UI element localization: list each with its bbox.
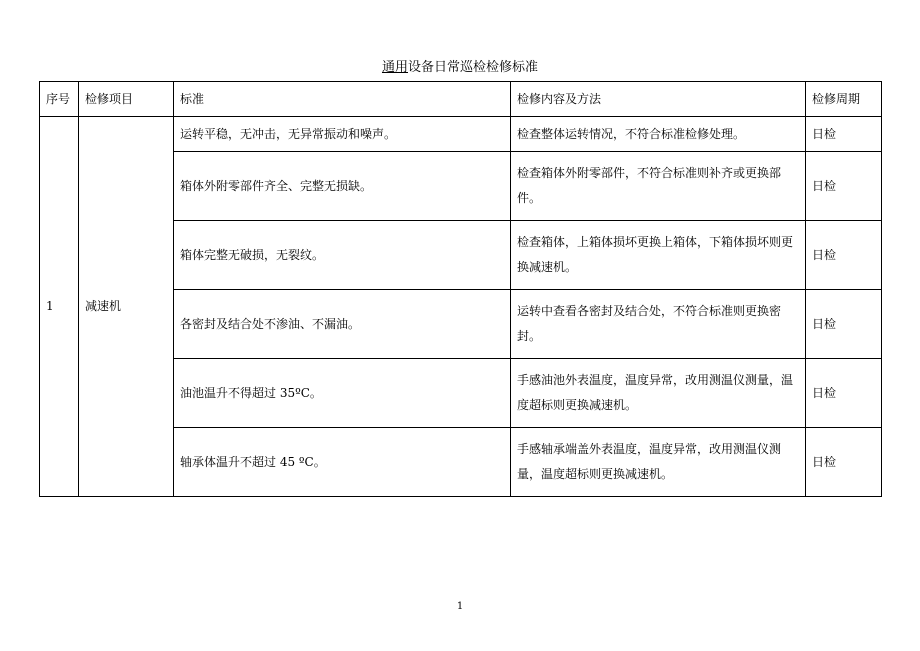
- group-no-cell: 1: [40, 117, 79, 497]
- inspection-standard-table: [39, 81, 882, 497]
- standard-cell: 各密封及结合处不渗油、不漏油。: [174, 290, 511, 359]
- table-row: [40, 117, 882, 152]
- header-no: 序号: [40, 82, 79, 117]
- cycle-cell: 日检: [806, 359, 882, 428]
- cycle-cell: 日检: [806, 117, 882, 152]
- standard-cell: 运转平稳，无冲击，无异常振动和噪声。: [174, 117, 511, 152]
- header-cycle: 检修周期: [806, 82, 882, 117]
- title-rest: 设备日常巡检检修标准: [408, 60, 539, 75]
- cycle-cell: 日检: [806, 152, 882, 221]
- method-cell: 检查箱体外附零部件，不符合标准则补齐或更换部件。: [511, 152, 806, 221]
- group-item-cell: 减速机: [79, 117, 174, 497]
- cycle-cell: 日检: [806, 290, 882, 359]
- method-cell: 手感轴承端盖外表温度，温度异常，改用测温仪测量，温度超标则更换减速机。: [511, 428, 806, 497]
- header-item: 检修项目: [79, 82, 174, 117]
- cycle-cell: 日检: [806, 221, 882, 290]
- standard-cell: 箱体外附零部件齐全、完整无损缺。: [174, 152, 511, 221]
- method-cell: 检查整体运转情况，不符合标准检修处理。: [511, 117, 806, 152]
- method-cell: 检查箱体，上箱体损坏更换上箱体，下箱体损坏则更换减速机。: [511, 221, 806, 290]
- method-cell: 运转中查看各密封及结合处，不符合标准则更换密封。: [511, 290, 806, 359]
- table-header-row: [40, 82, 882, 117]
- page-title: [0, 60, 920, 76]
- header-method: 检修内容及方法: [511, 82, 806, 117]
- title-underlined-part: 通用: [381, 60, 408, 75]
- standard-cell: 轴承体温升不超过 45 ºC。: [174, 428, 511, 497]
- standard-cell: 箱体完整无破损，无裂纹。: [174, 221, 511, 290]
- cycle-cell: 日检: [806, 428, 882, 497]
- method-cell: 手感油池外表温度，温度异常，改用测温仪测量，温度超标则更换减速机。: [511, 359, 806, 428]
- header-standard: 标准: [174, 82, 511, 117]
- page-number: 1: [456, 601, 464, 612]
- standard-cell: 油池温升不得超过 35ºC。: [174, 359, 511, 428]
